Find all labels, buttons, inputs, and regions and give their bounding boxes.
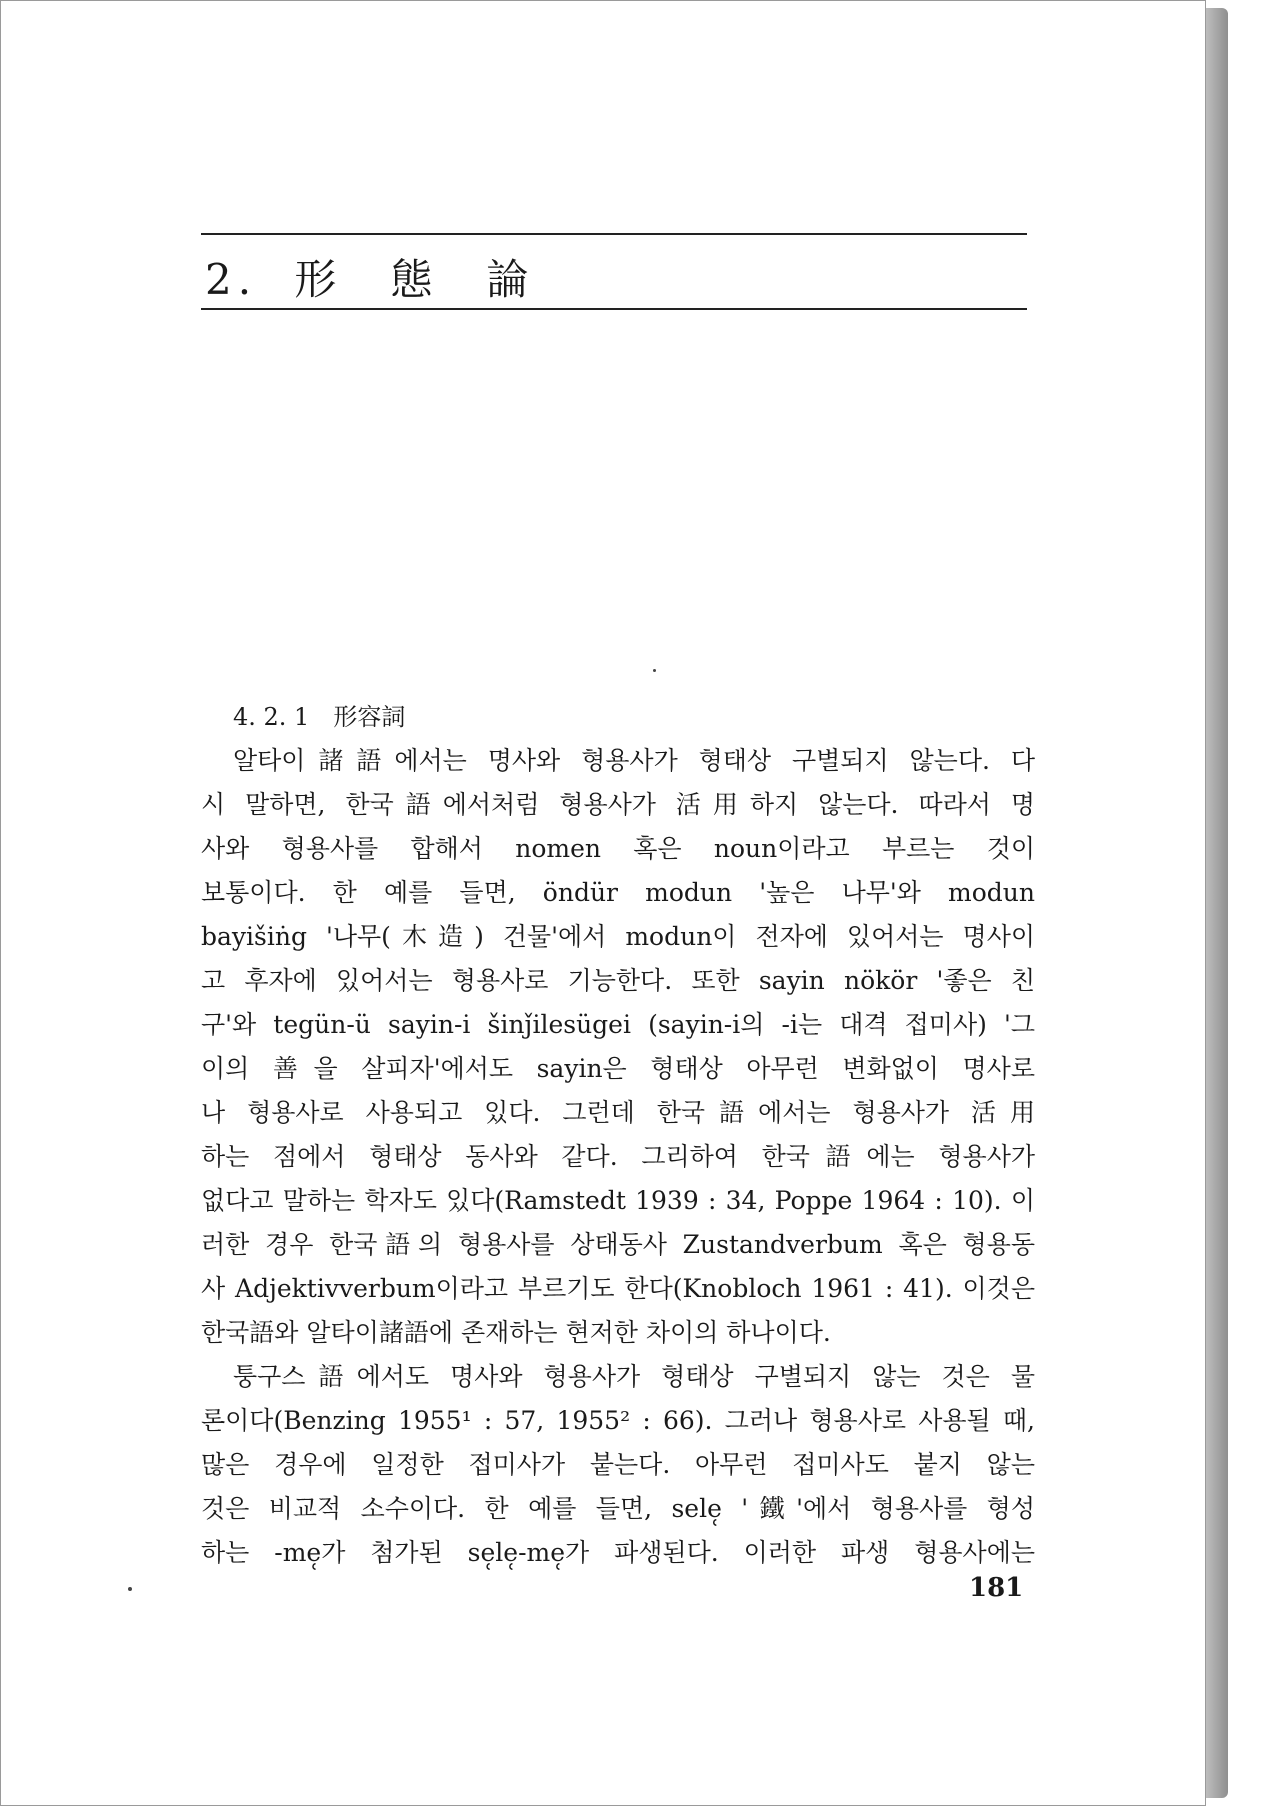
body-line: 퉁구스語에서도 명사와 형용사가 형태상 구별되지 않는 것은 물 — [233, 1362, 1035, 1391]
body-line: 사와 형용사를 합해서 nomen 혹은 noun이라고 부르는 것이 — [201, 834, 1035, 863]
body-text — [201, 739, 1035, 1575]
title-rule-top — [201, 233, 1027, 235]
body-line: 보통이다. 한 예를 들면, öndür modun '높은 나무'와 modun — [201, 878, 1035, 907]
section-heading: 4. 2. 1 形容詞 — [233, 703, 406, 731]
body-line: 한국語와 알타이諸語에 존재하는 현저한 차이의 하나이다. — [201, 1318, 831, 1347]
page-edge-shadow — [1206, 8, 1228, 1798]
body-line: 론이다(Benzing 1955¹ : 57, 1955² : 66). 그러나 형용사로 사용될 때, — [201, 1406, 1035, 1435]
body-line: 나 형용사로 사용되고 있다. 그런데 한국語에서는 형용사가 活用 — [201, 1098, 1035, 1127]
body-line: 러한 경우 한국語의 형용사를 상태동사 Zustandverbum 혹은 형용동 — [201, 1230, 1035, 1259]
body-line: 하는 -me̜가 첨가된 se̜le̜-me̜가 파생된다. 이러한 파생 형용사에는 — [201, 1538, 1035, 1567]
body-line: 구'와 tegün-ü sayin-i šinǰilesügei (sayin-i의 -i는 대격 접미사) '그 — [201, 1010, 1035, 1039]
body-line: 이의 善을 살피자'에서도 sayin은 형태상 아무런 변화없이 명사로 — [201, 1054, 1035, 1083]
scan-speck — [653, 669, 656, 672]
body-line: 하는 점에서 형태상 동사와 같다. 그리하여 한국語에는 형용사가 — [201, 1142, 1035, 1171]
body-line: bayišiṅg '나무(木造) 건물'에서 modun이 전자에 있어서는 명사이 — [201, 922, 1035, 951]
page-number: 181 — [969, 1573, 1024, 1603]
title-rule-bottom — [201, 308, 1027, 310]
body-line: 것은 비교적 소수이다. 한 예를 들면, sele̜ '鐵'에서 형용사를 형성 — [201, 1494, 1035, 1523]
body-line: 없다고 말하는 학자도 있다(Ramstedt 1939 : 34, Poppe 1964 : 10). 이 — [201, 1186, 1035, 1215]
body-line: 많은 경우에 일정한 접미사가 붙는다. 아무런 접미사도 붙지 않는 — [201, 1450, 1035, 1479]
body-line: 시 말하면, 한국語에서처럼 형용사가 活用하지 않는다. 따라서 명 — [201, 790, 1035, 819]
body-line: 사 Adjektivverbum이라고 부르기도 한다(Knobloch 1961 : 41). 이것은 — [201, 1274, 1035, 1303]
body-line: 고 후자에 있어서는 형용사로 기능한다. 또한 sayin nökör '좋은 친 — [201, 966, 1035, 995]
scan-speck — [128, 1587, 132, 1591]
body-line: 알타이諸語에서는 명사와 형용사가 형태상 구별되지 않는다. 다 — [233, 746, 1035, 775]
chapter-title: 2. 形 態 論 — [205, 255, 535, 304]
